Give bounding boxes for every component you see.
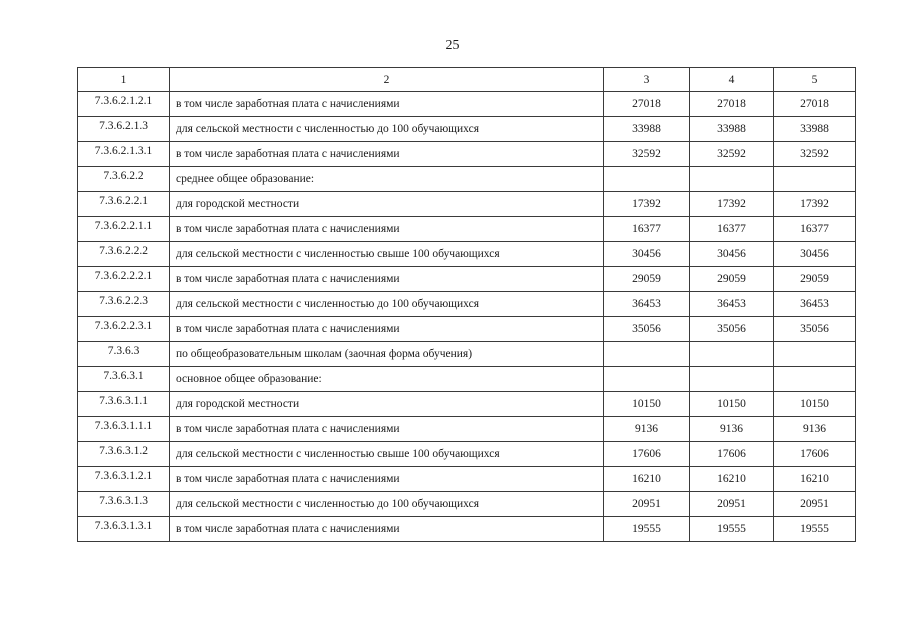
row-value-col5-cell [774, 367, 856, 392]
row-value-col4-cell: 33988 [690, 117, 774, 142]
row-value-col3-cell: 16210 [604, 467, 690, 492]
row-value-col4-cell: 27018 [690, 92, 774, 117]
row-value-col4-cell: 30456 [690, 242, 774, 267]
row-value-col4-cell: 17606 [690, 442, 774, 467]
row-value-col3-cell [604, 167, 690, 192]
row-code-cell: 7.3.6.2.1.3 [78, 117, 170, 142]
table-row [78, 117, 856, 142]
row-value-col5-cell: 20951 [774, 492, 856, 517]
table-row [78, 417, 856, 442]
row-value-col4-cell: 29059 [690, 267, 774, 292]
row-code-cell: 7.3.6.2.2.1.1 [78, 217, 170, 242]
row-value-col3-cell: 17606 [604, 442, 690, 467]
row-value-col3-cell: 30456 [604, 242, 690, 267]
row-value-col4-cell: 17392 [690, 192, 774, 217]
row-value-col3-cell: 16377 [604, 217, 690, 242]
row-value-col5-cell: 36453 [774, 292, 856, 317]
row-description-cell: в том числе заработная плата с начислениями [170, 517, 604, 542]
row-code-cell: 7.3.6.3.1.1.1 [78, 417, 170, 442]
row-code-cell: 7.3.6.2.2.2 [78, 242, 170, 267]
row-value-col3-cell: 9136 [604, 417, 690, 442]
row-description-cell: в том числе заработная плата с начислениями [170, 317, 604, 342]
row-value-col3-cell: 29059 [604, 267, 690, 292]
row-value-col3-cell: 19555 [604, 517, 690, 542]
row-description-cell: основное общее образование: [170, 367, 604, 392]
page-number: 25 [445, 38, 460, 53]
row-description-cell: по общеобразовательным школам (заочная форма обучения) [170, 342, 604, 367]
row-value-col3-cell: 27018 [604, 92, 690, 117]
row-value-col4-cell: 10150 [690, 392, 774, 417]
column-header: 1 [78, 68, 170, 92]
row-value-col5-cell: 17606 [774, 442, 856, 467]
row-description-cell: в том числе заработная плата с начислениями [170, 467, 604, 492]
row-description-cell: в том числе заработная плата с начислениями [170, 92, 604, 117]
row-value-col3-cell: 20951 [604, 492, 690, 517]
row-value-col4-cell: 35056 [690, 317, 774, 342]
row-description-cell: для городской местности [170, 192, 604, 217]
table-row [78, 442, 856, 467]
table-header-row [78, 68, 856, 92]
row-code-cell: 7.3.6.2.2.1 [78, 192, 170, 217]
row-code-cell: 7.3.6.3.1.3.1 [78, 517, 170, 542]
row-value-col5-cell: 17392 [774, 192, 856, 217]
row-description-cell: для городской местности [170, 392, 604, 417]
table-row [78, 392, 856, 417]
row-value-col3-cell [604, 342, 690, 367]
row-value-col5-cell: 10150 [774, 392, 856, 417]
row-value-col4-cell [690, 342, 774, 367]
row-code-cell: 7.3.6.3.1.2.1 [78, 467, 170, 492]
row-value-col5-cell: 19555 [774, 517, 856, 542]
data-table [77, 67, 856, 542]
table-row [78, 342, 856, 367]
table-row [78, 192, 856, 217]
row-value-col3-cell: 32592 [604, 142, 690, 167]
table-row [78, 242, 856, 267]
table-row [78, 467, 856, 492]
row-code-cell: 7.3.6.2.2.3 [78, 292, 170, 317]
row-value-col4-cell: 16377 [690, 217, 774, 242]
row-value-col5-cell: 33988 [774, 117, 856, 142]
row-code-cell: 7.3.6.2.2 [78, 167, 170, 192]
column-header: 5 [774, 68, 856, 92]
row-value-col5-cell [774, 167, 856, 192]
row-value-col5-cell: 16377 [774, 217, 856, 242]
row-description-cell: для сельской местности с численностью до 100 обучающихся [170, 492, 604, 517]
column-header: 2 [170, 68, 604, 92]
row-code-cell: 7.3.6.2.2.3.1 [78, 317, 170, 342]
row-value-col5-cell: 16210 [774, 467, 856, 492]
row-value-col5-cell: 35056 [774, 317, 856, 342]
row-code-cell: 7.3.6.3.1.2 [78, 442, 170, 467]
row-value-col5-cell: 27018 [774, 92, 856, 117]
table-row [78, 267, 856, 292]
table-row [78, 367, 856, 392]
row-description-cell: среднее общее образование: [170, 167, 604, 192]
row-value-col3-cell: 33988 [604, 117, 690, 142]
row-value-col5-cell: 29059 [774, 267, 856, 292]
row-value-col3-cell: 35056 [604, 317, 690, 342]
row-description-cell: для сельской местности с численностью свыше 100 обучающихся [170, 442, 604, 467]
row-description-cell: в том числе заработная плата с начислениями [170, 267, 604, 292]
row-value-col4-cell: 19555 [690, 517, 774, 542]
row-code-cell: 7.3.6.3.1 [78, 367, 170, 392]
row-value-col3-cell [604, 367, 690, 392]
row-value-col5-cell: 9136 [774, 417, 856, 442]
row-code-cell: 7.3.6.2.1.2.1 [78, 92, 170, 117]
row-description-cell: в том числе заработная плата с начислениями [170, 217, 604, 242]
table-row [78, 92, 856, 117]
row-value-col5-cell: 30456 [774, 242, 856, 267]
row-code-cell: 7.3.6.2.1.3.1 [78, 142, 170, 167]
table-row [78, 217, 856, 242]
table-row [78, 317, 856, 342]
row-description-cell: для сельской местности с численностью свыше 100 обучающихся [170, 242, 604, 267]
row-value-col3-cell: 17392 [604, 192, 690, 217]
row-value-col4-cell: 32592 [690, 142, 774, 167]
row-value-col3-cell: 10150 [604, 392, 690, 417]
row-description-cell: для сельской местности с численностью до 100 обучающихся [170, 292, 604, 317]
row-description-cell: для сельской местности с численностью до 100 обучающихся [170, 117, 604, 142]
row-value-col4-cell: 9136 [690, 417, 774, 442]
row-description-cell: в том числе заработная плата с начислениями [170, 417, 604, 442]
row-value-col4-cell [690, 367, 774, 392]
row-code-cell: 7.3.6.2.2.2.1 [78, 267, 170, 292]
row-code-cell: 7.3.6.3.1.3 [78, 492, 170, 517]
row-value-col3-cell: 36453 [604, 292, 690, 317]
row-value-col4-cell: 20951 [690, 492, 774, 517]
table-row [78, 292, 856, 317]
row-code-cell: 7.3.6.3 [78, 342, 170, 367]
row-value-col4-cell: 16210 [690, 467, 774, 492]
table-row [78, 142, 856, 167]
column-header: 4 [690, 68, 774, 92]
row-value-col4-cell: 36453 [690, 292, 774, 317]
table-row [78, 517, 856, 542]
row-value-col5-cell [774, 342, 856, 367]
row-value-col5-cell: 32592 [774, 142, 856, 167]
row-code-cell: 7.3.6.3.1.1 [78, 392, 170, 417]
table-row [78, 167, 856, 192]
row-value-col4-cell [690, 167, 774, 192]
column-header: 3 [604, 68, 690, 92]
table-row [78, 492, 856, 517]
row-description-cell: в том числе заработная плата с начислениями [170, 142, 604, 167]
